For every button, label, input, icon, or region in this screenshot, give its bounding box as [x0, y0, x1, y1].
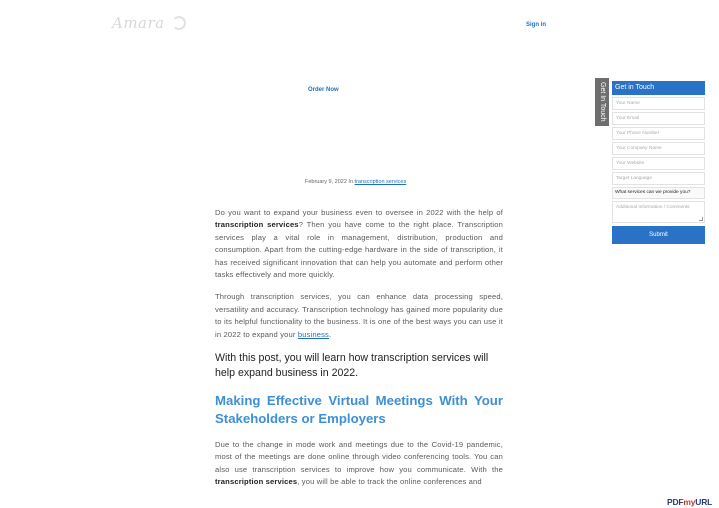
resize-grip-icon[interactable] [699, 217, 703, 221]
website-field[interactable]: Your Website [612, 157, 705, 170]
badge-suffix: URL [695, 497, 713, 507]
badge-prefix: PDF [667, 497, 684, 507]
post-in-label: In [348, 179, 354, 185]
article-paragraph-3 [215, 439, 503, 489]
article-lead: With this post, you will learn how transcription services will help expand business in 2022. [215, 352, 489, 379]
article-paragraph-2 [215, 291, 503, 341]
contact-form [612, 81, 705, 244]
comments-textarea[interactable] [612, 201, 705, 223]
p3-bold-keyword: transcription services [215, 477, 298, 487]
business-link[interactable]: business [297, 329, 329, 339]
post-meta [305, 179, 406, 185]
logo-swirl-icon [172, 16, 186, 30]
language-field[interactable]: Target Language [612, 172, 705, 185]
comments-placeholder: Additional Information / Comments [616, 205, 690, 210]
p2-text-end: . [329, 329, 332, 339]
name-field[interactable]: Your Name [612, 97, 705, 110]
site-logo[interactable] [112, 14, 182, 38]
p1-text-start: Do you want to expand your business even to oversee in 2022 with the help of [215, 208, 503, 217]
post-category-link[interactable]: transcription services [354, 179, 407, 185]
article-paragraph-1 [215, 207, 503, 281]
form-title: Get in Touch [612, 81, 705, 95]
badge-middle: my [683, 497, 696, 507]
p2-text-start: Through transcription services, you can enhance data processing speed, versatility and accuracy. Transcription technology has gained more popularity due to its helpful functionality to the business. It is one of the best ways you can use it in 2022 to expand your [215, 292, 503, 339]
get-in-touch-tab[interactable]: Get In Touch [595, 78, 609, 126]
pdfmyurl-badge[interactable] [667, 497, 712, 507]
company-field[interactable]: Your Company Name [612, 142, 705, 155]
submit-button[interactable]: Submit [612, 226, 705, 244]
order-now-link[interactable]: Order Now [308, 87, 339, 93]
services-select[interactable]: What services can we provide you? [612, 187, 705, 199]
post-date: February 9, 2022 [305, 179, 347, 185]
email-field[interactable]: Your Email [612, 112, 705, 125]
logo-text: Amara [112, 14, 165, 32]
p3-text-start: Due to the change in mode work and meetings due to the Covid-19 pandemic, most of the meetings are done online through video conferencing tools. You can also use transcription services to improve how you communicate. With the [215, 440, 503, 474]
sign-in-link[interactable]: Sign in [526, 22, 546, 28]
phone-field[interactable]: Your Phone Number [612, 127, 705, 140]
section-heading: Making Effective Virtual Meetings With Your Stakeholders or Employers [215, 393, 503, 426]
p1-text-end: ? Then you have come to the right place. Transcription services play a vital role in management, distribution, production and consumption. Apart from the cutting-edge hardware in the side of transcription, it has received significant innovation that can help you automate and perform other tasks effectively and more quickly. [215, 220, 503, 280]
article-body [215, 207, 503, 489]
p3-text-end: , you will be able to track the online conferences and [297, 477, 482, 487]
p1-bold-keyword: transcription services [215, 220, 299, 230]
